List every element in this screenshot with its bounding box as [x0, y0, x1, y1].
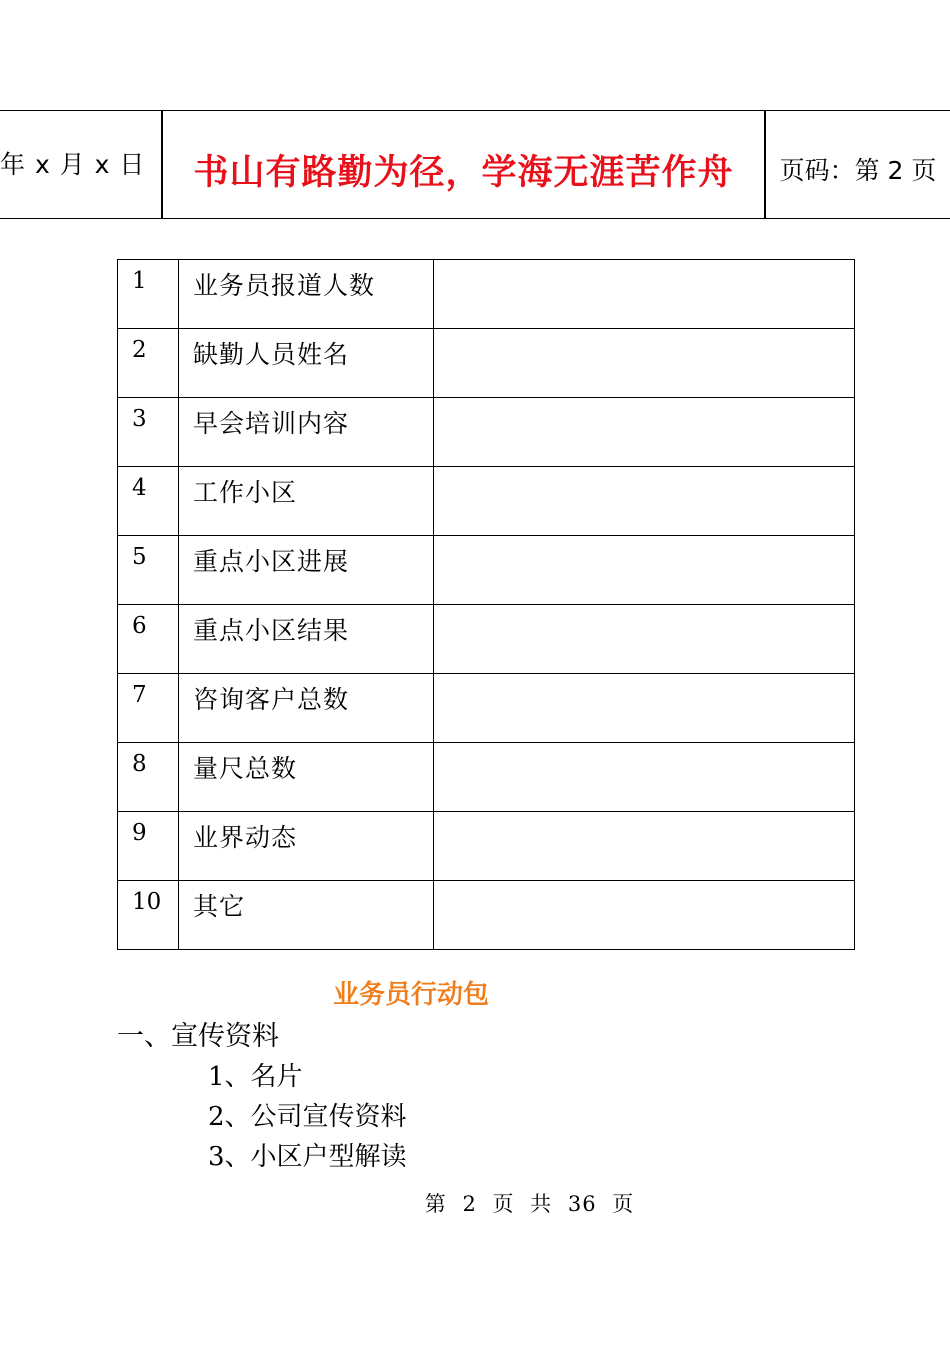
table-row [118, 260, 855, 329]
row-number: 1 [118, 260, 179, 329]
row-label: 重点小区结果 [179, 605, 434, 674]
table-row [118, 536, 855, 605]
row-value-cell[interactable] [434, 881, 855, 950]
list-item: 3、小区户型解读 [208, 1142, 407, 1172]
page-header [0, 110, 950, 219]
row-number: 6 [118, 605, 179, 674]
row-label: 量尺总数 [179, 743, 434, 812]
table-row [118, 881, 855, 950]
list-item: 1、名片 [208, 1062, 303, 1092]
header-motto: 书山有路勤为径，学海无涯苦作舟 [193, 153, 734, 193]
row-value-cell[interactable] [434, 812, 855, 881]
section-heading: 一、宣传资料 [117, 1021, 279, 1052]
row-value-cell[interactable] [434, 329, 855, 398]
row-number: 4 [118, 467, 179, 536]
row-label: 业务员报道人数 [179, 260, 434, 329]
row-number: 3 [118, 398, 179, 467]
header-date: 年 x 月 x 日 [0, 150, 146, 179]
header-page-code: 页码：第 2 页 [779, 156, 937, 185]
table-row [118, 398, 855, 467]
table-row [118, 467, 855, 536]
row-number: 10 [118, 881, 179, 950]
row-value-cell[interactable] [434, 743, 855, 812]
action-kit-title: 业务员行动包 [333, 980, 490, 1010]
list-item: 2、公司宣传资料 [208, 1102, 407, 1132]
row-value-cell[interactable] [434, 605, 855, 674]
row-number: 9 [118, 812, 179, 881]
row-label: 缺勤人员姓名 [179, 329, 434, 398]
row-number: 5 [118, 536, 179, 605]
row-value-cell[interactable] [434, 398, 855, 467]
row-number: 8 [118, 743, 179, 812]
page-footer: 第 2 页 共 36 页 [424, 1192, 635, 1216]
row-label: 工作小区 [179, 467, 434, 536]
row-value-cell[interactable] [434, 674, 855, 743]
row-value-cell[interactable] [434, 467, 855, 536]
row-label: 咨询客户总数 [179, 674, 434, 743]
daily-report-table [117, 259, 855, 950]
row-label: 早会培训内容 [179, 398, 434, 467]
row-label: 其它 [179, 881, 434, 950]
row-value-cell[interactable] [434, 260, 855, 329]
row-label: 重点小区进展 [179, 536, 434, 605]
row-number: 7 [118, 674, 179, 743]
table-row [118, 605, 855, 674]
table-row [118, 812, 855, 881]
row-value-cell[interactable] [434, 536, 855, 605]
table-row [118, 743, 855, 812]
table-row [118, 329, 855, 398]
row-label: 业界动态 [179, 812, 434, 881]
row-number: 2 [118, 329, 179, 398]
table-row [118, 674, 855, 743]
